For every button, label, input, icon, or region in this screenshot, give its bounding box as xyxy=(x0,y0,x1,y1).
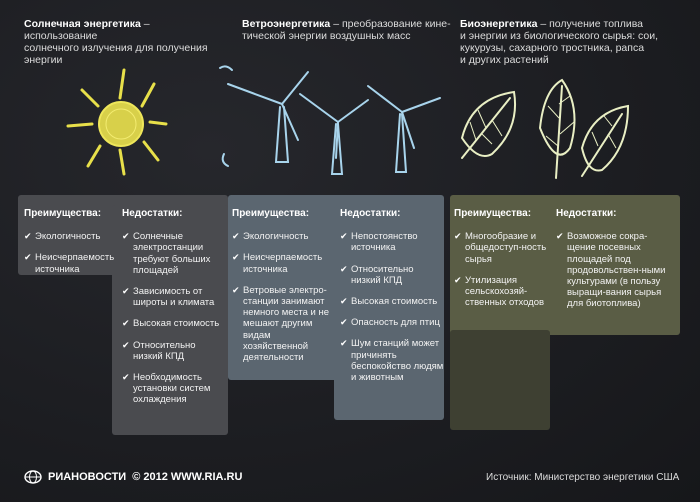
solar-advantages: Преимущества: ✔ Экологичность ✔ Неисчерпаемость источника xyxy=(24,208,115,275)
list-item: ✔ Утилизация сельскохозяй-ственных отходов xyxy=(454,274,545,309)
list-item: ✔ Непостоянство источника xyxy=(340,231,418,254)
ria-logo-text: РИАНОВОСТИ xyxy=(48,471,127,483)
wind-heading: Ветроэнергетика – преобразование кине- тической энергии воздушных масс xyxy=(242,18,451,42)
list-item: ✔ Необходимость установки систем охлаждения xyxy=(122,372,211,406)
list-item: ✔ Зависимость от широты и климата xyxy=(122,286,215,309)
wind-turbines-icon xyxy=(218,62,458,182)
wind-advantages: Преимущества: ✔ Экологичность ✔ Неисчерпаемость источника ✔ Ветровые электро-станции занимают немного места и не мешают другим видам хозяйственной деятельности xyxy=(232,208,332,373)
list-item: ✔ Экологичность xyxy=(24,231,101,243)
list-item: ✔ Неисчерпаемость источника xyxy=(24,252,115,275)
leaves-icon xyxy=(452,78,652,188)
list-item: ✔ Ветровые электро-станции занимают немного места и не мешают другим видам хозяйственной деятельности xyxy=(232,284,329,364)
ria-logo xyxy=(24,470,242,484)
list-item: ✔ Высокая стоимость xyxy=(340,296,438,308)
solar-disadvantages: Недостатки: ✔ Солнечные электростанции требуют больших площадей ✔ Зависимость от широты и климата ✔ Высокая стоимость ✔ Относительно низкий КПД ✔ Необходимость установки систем охлаждения xyxy=(122,208,226,416)
bio-heading: Биоэнергетика – получение топлива и энергии из биологического сырья: сои, кукурузы, сахарного тростника, рапса и других растений xyxy=(460,18,659,66)
list-item: ✔ Экологичность xyxy=(232,231,309,243)
list-item: ✔ Многообразие и общедоступ-ность сырья xyxy=(454,231,547,265)
bio-advantages: Преимущества: ✔ Многообразие и общедоступ-ность сырья ✔ Утилизация сельскохозяй-ственных отходов xyxy=(454,208,550,318)
sun-icon xyxy=(62,62,172,182)
bio-disadvantages: Недостатки: ✔ Возможное сокра-щение посевных площадей под продовольствен-ными культурами (в пользу выращи-вания сырья для биотоплива) xyxy=(556,208,676,320)
list-item: ✔ Шум станций может причинять беспокойство людям и животным xyxy=(340,338,444,384)
list-item: ✔ Относительно низкий КПД xyxy=(122,339,196,362)
wind-disadvantages: Недостатки: ✔ Непостоянство источника ✔ Относительно низкий КПД ✔ Высокая стоимость ✔ Опасность для птиц ✔ Шум станций может причинять беспокойство людям и животным xyxy=(340,208,444,384)
solar-heading: Солнечная энергетика – использование солнечного излучения для получения энергии xyxy=(24,18,208,66)
source-note: Источник: Министерство энергетики США xyxy=(486,472,680,483)
bio-lower-panel xyxy=(450,330,550,430)
copyright: © 2012 WWW.RIA.RU xyxy=(132,471,243,483)
list-item: ✔ Опасность для птиц xyxy=(340,317,440,329)
list-item: ✔ Возможное сокра-щение посевных площадей под продовольствен-ными культурами (в пользу выращи-вания сырья для биотоплива) xyxy=(556,231,666,310)
list-item: ✔ Высокая стоимость xyxy=(122,318,220,330)
list-item: ✔ Солнечные электростанции требуют больших площадей xyxy=(122,231,211,276)
ria-globe-icon xyxy=(24,470,42,484)
list-item: ✔ Относительно низкий КПД xyxy=(340,263,414,286)
list-item: ✔ Неисчерпаемость источника xyxy=(232,252,323,275)
